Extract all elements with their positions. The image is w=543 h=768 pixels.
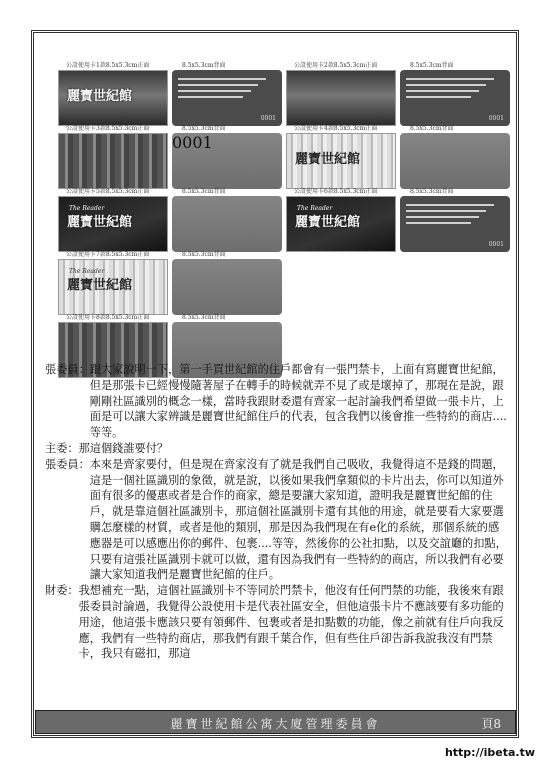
card-back-caption: 8.5x5.3cm背面 (182, 314, 226, 321)
card-front-caption: 公設使用卡2款8.5x5.3cm正面 (294, 62, 378, 69)
card-logo-subtitle: The Reader (69, 268, 105, 275)
card-back-image (172, 259, 282, 315)
card-sample (286, 125, 510, 189)
card-sample (58, 62, 282, 126)
card-sample (58, 125, 282, 189)
card-back-caption: 8.5x5.3cm背面 (410, 125, 454, 132)
card-serial-number: 0001 (260, 115, 276, 122)
card-sample (286, 188, 510, 252)
card-front-image (58, 70, 168, 126)
card-back-image (400, 196, 510, 252)
paragraph-text: 跟大家說明一下，第一手買世紀館的住戶都會有一張門禁卡，上面有寫麗寶世紀館，但是那張卡已經慢慢隨著屋子在轉手的時候就弄不見了或是壞掉了，那現在是說，跟剛剛社區識別的概念一樣，當時我跟財委還有齊家一起討論我們希望做一張卡片，上面是可以讓大家辨識是麗寶世紀館住戶的代表，包含我們以後會推一些特約的商店....等等。 (89, 363, 507, 440)
watermark: http://ibeta.tw (444, 746, 535, 759)
card-back-caption: 8.5x5.3cm背面 (182, 62, 226, 69)
card-front-image (286, 196, 396, 252)
card-serial-number: 0001 (488, 241, 504, 248)
card-back-image (172, 70, 282, 126)
card-back-caption: 8.5x5.3cm背面 (182, 188, 226, 195)
card-back-caption: 8.5x5.3cm背面 (182, 251, 226, 258)
card-back-text-lines (406, 204, 504, 228)
paragraph-text: 本來是齊家要付，但是現在齊家沒有了就是我們自己吸收，我覺得這不是錢的問題，這是一個社區識別的象徵，就是說，以後如果我們拿類似的卡片出去，你可以知道外面有很多的優惠或者是合作的商家，總是要讓大家知道，證明我是麗寶世紀館的住戶，就是靠這個社區識別卡，那這個社區識別卡還有其他的用途，就是要看大家要選購怎麼樣的材質，或者是他的類別，那是因為我們現在有e化的系統，那個系統的感應器是可以感應出你的郵件、包裹....等等，然後你的公社扣點，以及交誼廳的扣點，只要有這張社區識別卡就可以做，還有因為我們有一些特約的商店，所以我們有必要讓大家知道我們是麗寶世紀館的住戶。 (89, 457, 507, 582)
card-serial-number: 0001 (488, 115, 504, 122)
speaker-label: 張委員： (45, 363, 90, 376)
card-back-image (172, 133, 282, 189)
card-back-caption: 8.5x5.3cm背面 (410, 188, 454, 195)
card-back-caption: 8.5x5.3cm背面 (182, 125, 226, 132)
card-back-caption: 8.5x5.3cm背面 (410, 62, 454, 69)
card-front-caption: 公設使用卡8款8.5x5.3cm正面 (66, 314, 150, 321)
card-front-image (286, 133, 396, 189)
card-front-image (58, 259, 168, 315)
card-serial-number: 0001 (172, 133, 213, 152)
card-sample (58, 251, 282, 315)
card-front-caption: 公設使用卡1款8.5x5.3cm正面 (66, 62, 150, 69)
minutes-paragraph (45, 583, 507, 662)
card-back-text-lines (406, 78, 504, 102)
meeting-minutes-text (45, 362, 507, 662)
card-back-text-lines (178, 78, 276, 102)
card-back-image (172, 196, 282, 252)
speaker-label: 張委員： (45, 457, 90, 471)
card-logo: 麗寶世紀館 (67, 278, 133, 293)
minutes-paragraph (45, 362, 507, 441)
paragraph-text: 那這個錢誰要付？ (78, 441, 169, 455)
card-back-image (400, 70, 510, 126)
card-sample (58, 188, 282, 252)
page-number: 頁8 (481, 717, 501, 731)
card-front-caption: 公設使用卡7款8.5x5.3cm正面 (66, 251, 150, 258)
card-logo-subtitle: The Reader (297, 205, 333, 212)
minutes-paragraph (45, 457, 507, 583)
card-logo: 麗寶世紀館 (67, 89, 133, 104)
minutes-paragraph (45, 441, 507, 457)
card-front-caption: 公設使用卡4款8.5x5.3cm正面 (294, 125, 378, 132)
footer-bar (35, 710, 516, 734)
speaker-label: 財委： (45, 584, 79, 598)
card-sample (286, 62, 510, 126)
card-logo: 麗寶世紀館 (295, 152, 361, 167)
card-logo: 麗寶世紀館 (67, 215, 133, 230)
card-front-caption: 公設使用卡6款8.5x5.3cm正面 (294, 188, 378, 195)
paragraph-text: 我想補充一點，這個社區識別卡不等同於門禁卡，他沒有任何門禁的功能，我後來有跟張委員討論過，我覺得公設使用卡是代表社區安全，但他這張卡片不應該要有多功能的用途，他這張卡應該只要有領郵件、包裹或者是扣點數的功能，像之前就有住戶向我反應，我們有一些特約商店，那我們有跟千葉合作，但有些住戶卻告訴我說我沒有門禁卡，我只有磁扣，那這 (78, 584, 504, 661)
card-logo: 麗寶世紀館 (295, 215, 361, 230)
card-front-image (58, 133, 168, 189)
card-logo-subtitle: The Reader (69, 205, 105, 212)
card-front-image (58, 196, 168, 252)
card-front-caption: 公設使用卡3款8.5x5.3cm正面 (66, 125, 150, 132)
card-back-image (400, 133, 510, 189)
speaker-label: 主委： (45, 441, 79, 455)
footer-title: 麗寶世紀館公寓大廈管理委員會 (170, 717, 381, 731)
card-front-caption: 公設使用卡5款8.5x5.3cm正面 (66, 188, 150, 195)
card-front-image (286, 70, 396, 126)
